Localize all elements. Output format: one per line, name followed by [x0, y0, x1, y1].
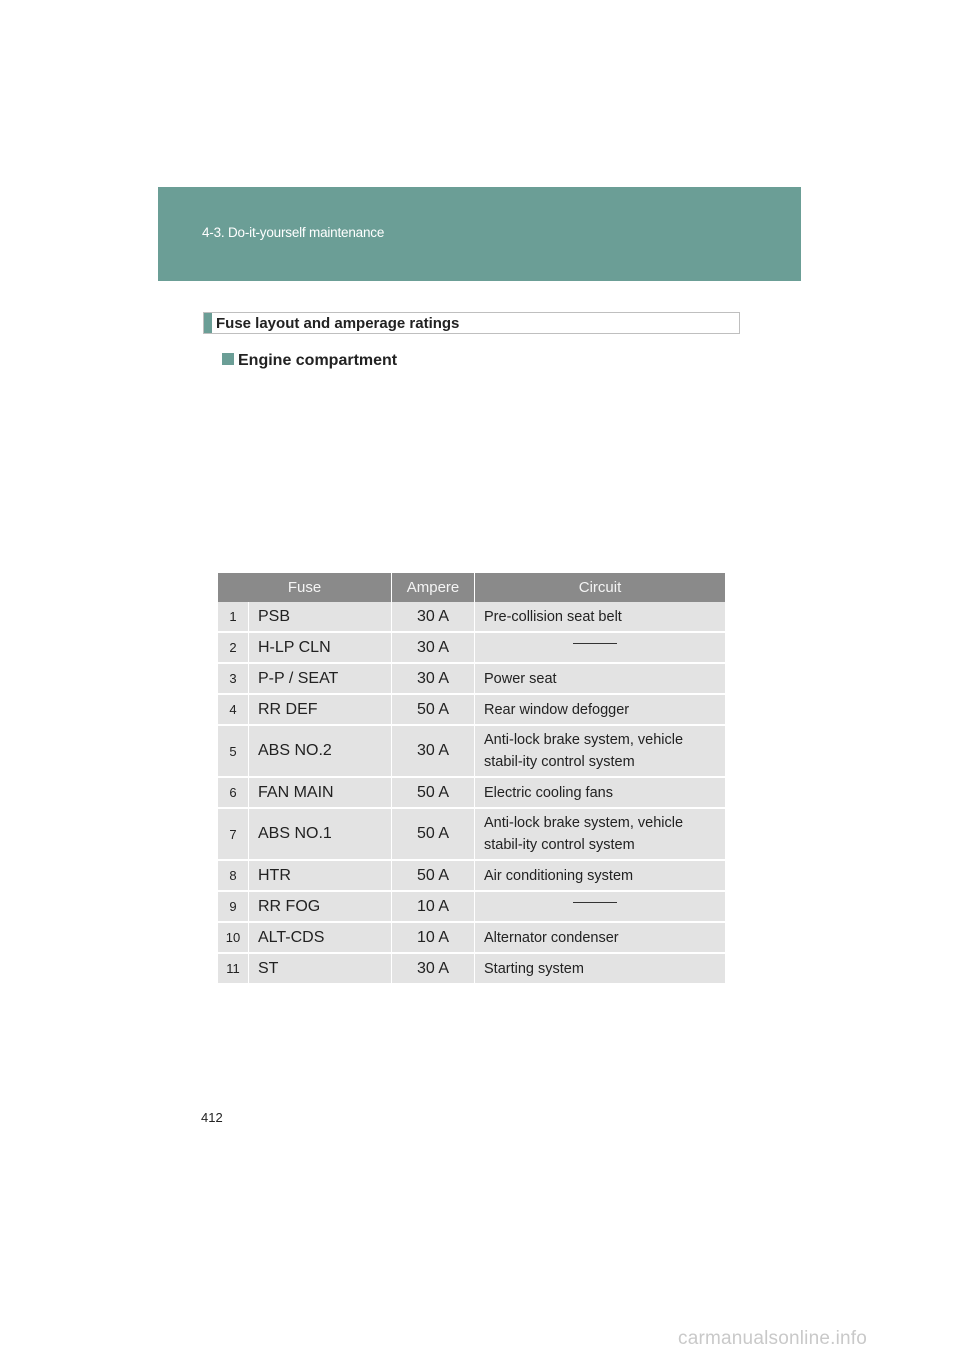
fuse-number: 8	[218, 860, 249, 891]
dash-line	[573, 643, 617, 644]
section-title: 4-3. Do-it-yourself maintenance	[202, 225, 385, 240]
fuse-ampere: 30 A	[392, 632, 475, 663]
fuse-circuit: Pre-collision seat belt	[475, 602, 726, 632]
fuse-number: 5	[218, 725, 249, 777]
table-row	[218, 860, 725, 891]
fuse-circuit: Electric cooling fans	[475, 777, 726, 808]
fuse-number: 7	[218, 808, 249, 860]
fuse-table	[218, 573, 725, 985]
table-row	[218, 953, 725, 984]
fuse-circuit: Air conditioning system	[475, 860, 726, 891]
table-row	[218, 632, 725, 663]
fuse-name: P-P / SEAT	[249, 663, 392, 694]
fuse-name: ABS NO.1	[249, 808, 392, 860]
fuse-circuit: Alternator condenser	[475, 922, 726, 953]
title-bar	[203, 312, 740, 334]
table-row	[218, 777, 725, 808]
fuse-circuit: Anti-lock brake system, vehicle stabil-ity control system	[475, 808, 726, 860]
fuse-number: 9	[218, 891, 249, 922]
fuse-ampere: 50 A	[392, 808, 475, 860]
fuse-number: 1	[218, 602, 249, 632]
fuse-ampere: 30 A	[392, 953, 475, 984]
fuse-number: 6	[218, 777, 249, 808]
fuse-circuit: Starting system	[475, 953, 726, 984]
table-row	[218, 922, 725, 953]
fuse-ampere: 30 A	[392, 663, 475, 694]
fuse-ampere: 10 A	[392, 922, 475, 953]
table-row	[218, 808, 725, 860]
fuse-name: ABS NO.2	[249, 725, 392, 777]
table-row	[218, 725, 725, 777]
fuse-ampere: 50 A	[392, 694, 475, 725]
fuse-circuit: Power seat	[475, 663, 726, 694]
fuse-name: RR FOG	[249, 891, 392, 922]
fuse-number: 11	[218, 953, 249, 984]
fuse-circuit-empty	[475, 891, 726, 922]
fuse-ampere: 50 A	[392, 860, 475, 891]
fuse-number: 4	[218, 694, 249, 725]
fuse-circuit: Anti-lock brake system, vehicle stabil-ity control system	[475, 725, 726, 777]
table-row	[218, 694, 725, 725]
watermark: carmanualsonline.info	[678, 1328, 868, 1349]
fuse-name: H-LP CLN	[249, 632, 392, 663]
column-header-fuse: Fuse	[218, 573, 392, 602]
fuse-number: 2	[218, 632, 249, 663]
fuse-ampere: 10 A	[392, 891, 475, 922]
fuse-circuit-empty	[475, 632, 726, 663]
column-header-circuit: Circuit	[475, 573, 726, 602]
header-band	[158, 187, 801, 281]
fuse-name: FAN MAIN	[249, 777, 392, 808]
title-accent	[204, 313, 212, 333]
fuse-name: HTR	[249, 860, 392, 891]
fuse-ampere: 30 A	[392, 602, 475, 632]
page-number: 412	[201, 1110, 223, 1125]
table-header-row	[218, 573, 725, 602]
fuse-ampere: 30 A	[392, 725, 475, 777]
page-title: Fuse layout and amperage ratings	[216, 315, 460, 332]
table-row	[218, 602, 725, 632]
subsection-heading	[222, 352, 397, 370]
table-row	[218, 663, 725, 694]
fuse-name: RR DEF	[249, 694, 392, 725]
table-row	[218, 891, 725, 922]
fuse-name: PSB	[249, 602, 392, 632]
fuse-name: ALT-CDS	[249, 922, 392, 953]
dash-line	[573, 902, 617, 903]
square-bullet-icon	[222, 353, 234, 365]
fuse-circuit: Rear window defogger	[475, 694, 726, 725]
subsection-label: Engine compartment	[238, 352, 398, 369]
fuse-ampere: 50 A	[392, 777, 475, 808]
fuse-number: 10	[218, 922, 249, 953]
column-header-ampere: Ampere	[392, 573, 475, 602]
fuse-name: ST	[249, 953, 392, 984]
fuse-number: 3	[218, 663, 249, 694]
